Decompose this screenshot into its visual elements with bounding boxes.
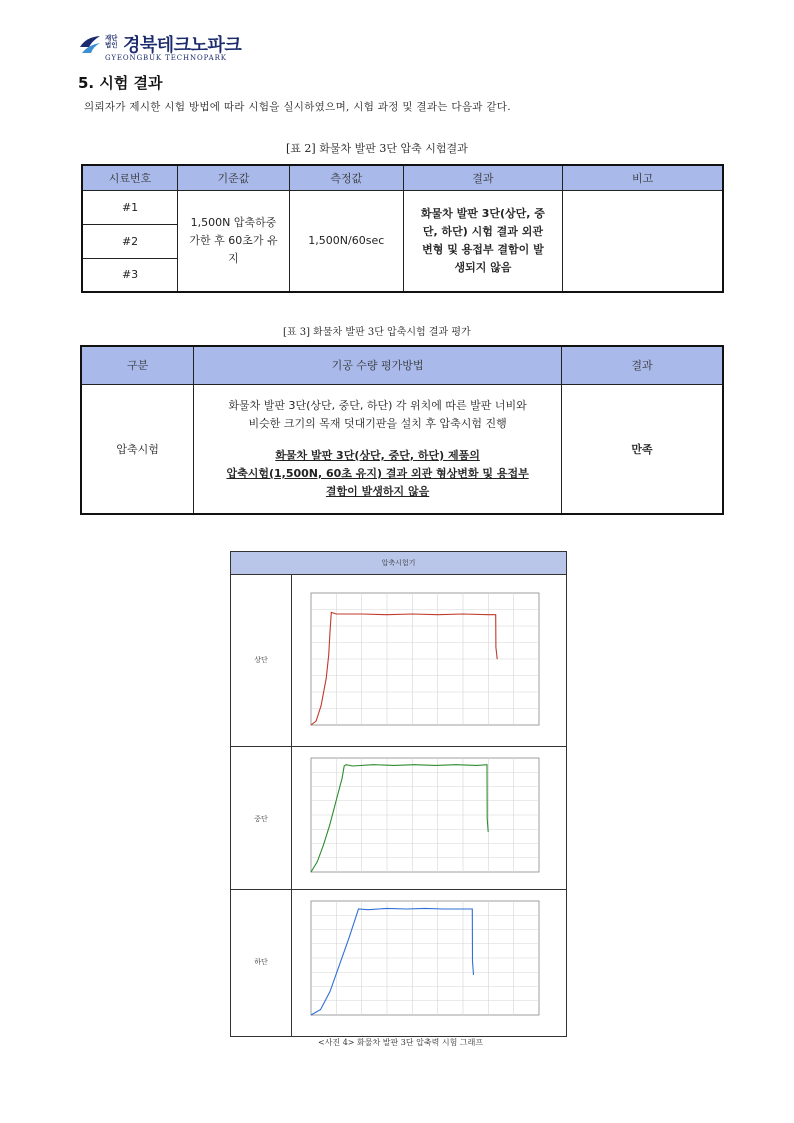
- test-result: [403, 190, 562, 292]
- data-point: [339, 964, 340, 965]
- section-description: 의뢰자가 제시한 시험 방법에 따라 시험을 실시하였으며, 시험 과정 및 결과는 다음과 같다.: [84, 101, 511, 113]
- compression-chart-upper: [301, 587, 549, 737]
- table2-header-result: 결과: [403, 165, 562, 190]
- compression-chart-lower: [301, 895, 549, 1027]
- data-point: [317, 862, 318, 863]
- standard-value-text: 1,500N 압축하중 가한 후 60초가 유지: [189, 215, 278, 265]
- logo-org-name: 경북테크노파크: [123, 35, 242, 56]
- data-point: [406, 909, 407, 910]
- data-point: [358, 909, 359, 910]
- data-point: [488, 831, 489, 832]
- graph-panel-title: 압축시험기: [231, 552, 566, 575]
- data-point: [311, 1015, 312, 1016]
- data-point: [329, 825, 330, 826]
- data-point: [342, 778, 343, 779]
- data-point: [496, 647, 497, 648]
- row-divider: [231, 889, 566, 890]
- logo-org-name-en: GYEONGBUK TECHNOPARK: [105, 54, 227, 62]
- data-point: [311, 725, 312, 726]
- evaluation-result: 만족: [562, 384, 723, 514]
- table3-header-row: [81, 346, 723, 384]
- data-point: [488, 614, 489, 615]
- table3-caption: [표 3] 화물차 발판 3단 압축시험 결과 평가: [283, 327, 471, 338]
- table3-header-result: 결과: [562, 346, 723, 384]
- data-point: [352, 766, 353, 767]
- data-point: [387, 614, 388, 615]
- sample-number: #1: [82, 190, 178, 224]
- logo-org-kind: 재단 법인: [105, 34, 118, 49]
- table-row: [82, 190, 723, 224]
- table2-header-standard: 기준값: [178, 165, 290, 190]
- table-row: [81, 384, 723, 514]
- table3-header-category: 구분: [81, 346, 194, 384]
- table2-header-row: [82, 165, 723, 190]
- data-point: [437, 614, 438, 615]
- test-result-text: 화물차 발판 3단(상단, 중단, 하단) 시험 결과 외관 변형 및 용접부 결함이 발생되지 않음: [420, 206, 545, 274]
- data-point: [476, 765, 477, 766]
- data-point: [425, 908, 426, 909]
- method-line-emphasis: 화물차 발판 3단(상단, 중단, 하단) 제품의: [275, 448, 480, 462]
- test-category: 압축시험: [81, 384, 194, 514]
- data-point: [330, 991, 331, 992]
- data-point: [321, 705, 322, 706]
- data-point: [326, 678, 327, 679]
- section-title: 5. 시험 결과: [78, 74, 163, 92]
- table2-caption: [표 2] 화물차 발판 3단 압축 시험결과: [286, 142, 468, 155]
- table2-header-remark: 비고: [563, 165, 723, 190]
- data-point: [331, 612, 332, 613]
- data-point: [444, 909, 445, 910]
- table2-header-measured: 측정값: [289, 165, 403, 190]
- data-point: [497, 659, 498, 660]
- sample-number: #3: [82, 258, 178, 292]
- data-point: [387, 908, 388, 909]
- data-point: [472, 909, 473, 910]
- method-line: 비슷한 크기의 목재 덧대기판을 설치 후 압축시험 진행: [248, 416, 507, 430]
- data-point: [323, 845, 324, 846]
- data-point: [311, 872, 312, 873]
- data-point: [487, 818, 488, 819]
- column-divider: [291, 575, 292, 1036]
- technopark-logo-icon: [78, 33, 102, 57]
- sample-number: #2: [82, 224, 178, 258]
- table3-header-method: 기공 수량 평가방법: [194, 346, 562, 384]
- graph-row-label: 중단: [254, 815, 268, 823]
- data-point: [456, 764, 457, 765]
- graph-row-label: 하단: [254, 958, 268, 966]
- method-line-emphasis: 결함이 발생하지 않음: [325, 484, 430, 498]
- photo-caption: <사진 4> 화물차 발판 3단 압축력 시험 그래프: [318, 1038, 484, 1047]
- data-point: [346, 764, 347, 765]
- data-point: [435, 765, 436, 766]
- data-point: [335, 801, 336, 802]
- data-point: [414, 764, 415, 765]
- data-point: [495, 614, 496, 615]
- method-line: 화물차 발판 3단(상단, 중단, 하단) 각 위치에 따른 발판 너비와: [228, 398, 527, 412]
- data-point: [463, 909, 464, 910]
- graph-row-label: 상단: [254, 656, 268, 664]
- logo: [78, 33, 248, 63]
- data-point: [412, 614, 413, 615]
- row-divider: [231, 746, 566, 747]
- compression-chart-middle: [301, 752, 549, 884]
- table2: [81, 164, 724, 293]
- data-point: [336, 614, 337, 615]
- data-point: [320, 1009, 321, 1010]
- data-point: [330, 631, 331, 632]
- data-point: [487, 764, 488, 765]
- method-line-emphasis: 압축시험(1,500N, 60초 유지) 결과 외관 형상변화 및 용접부: [226, 466, 529, 480]
- remark: [563, 190, 723, 292]
- data-point: [472, 961, 473, 962]
- data-point: [361, 614, 362, 615]
- data-point: [328, 655, 329, 656]
- data-point: [473, 974, 474, 975]
- table2-header-sample: 시료번호: [82, 165, 178, 190]
- data-point: [463, 614, 464, 615]
- data-point: [316, 721, 317, 722]
- table3: [80, 345, 724, 515]
- data-point: [344, 766, 345, 767]
- data-point: [394, 765, 395, 766]
- evaluation-method: [194, 384, 562, 514]
- data-point: [349, 937, 350, 938]
- data-point: [368, 909, 369, 910]
- standard-value: [178, 190, 290, 292]
- measured-value: 1,500N/60sec: [289, 190, 403, 292]
- data-point: [373, 764, 374, 765]
- graph-panel: [230, 551, 567, 1037]
